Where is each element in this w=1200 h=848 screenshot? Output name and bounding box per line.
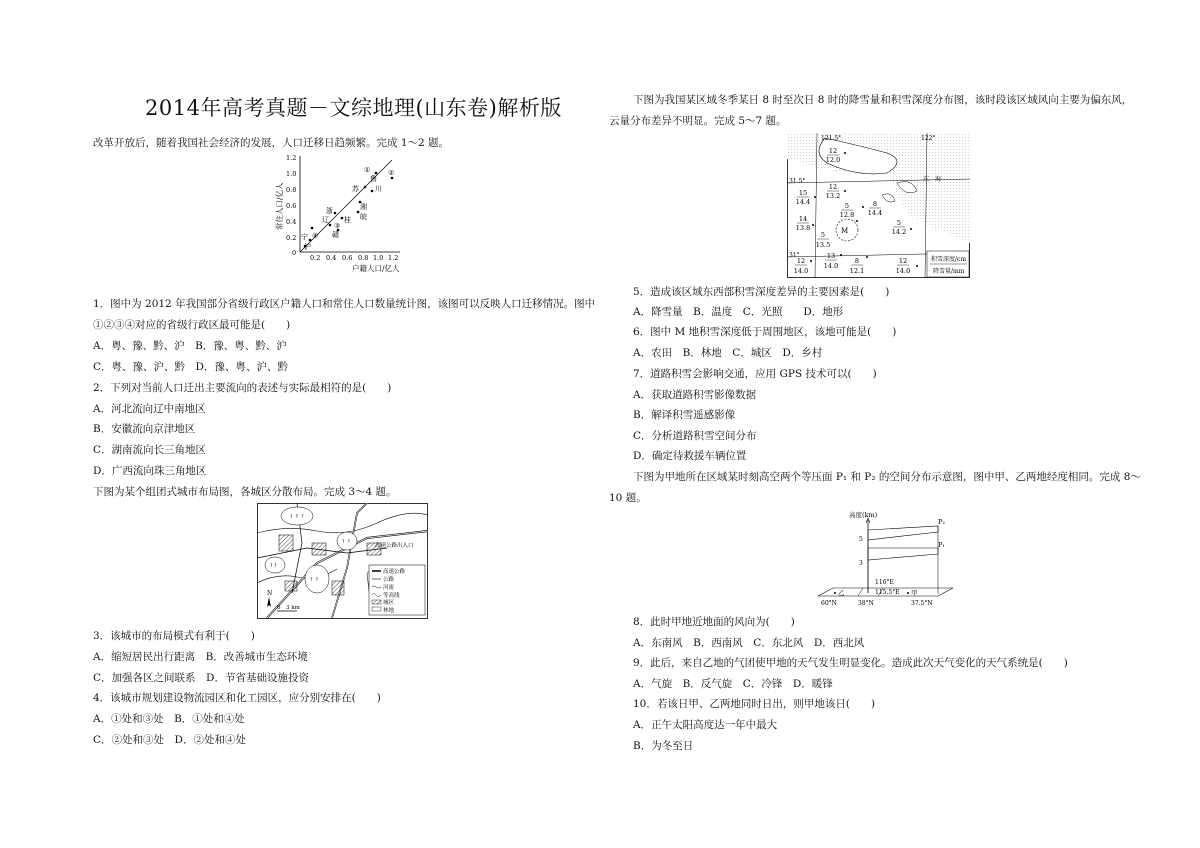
x-axis-label: 户籍人口/亿人 xyxy=(352,264,400,273)
svg-text:14.2: 14.2 xyxy=(891,228,907,236)
point-label: 宁 xyxy=(301,233,308,241)
q5-options: A．降雪量 B．温度 C．光照 D．地形 xyxy=(633,306,844,318)
snow-legend-snowfall: 降雪量/mm xyxy=(933,268,965,275)
q7-option-c: C．分析道路积雪空间分布 xyxy=(633,430,757,442)
q2-stem: 2．下列对当前人口迁出主要流向的表述与实际最相符的是( ) xyxy=(93,382,392,394)
point-label: 赣 xyxy=(332,231,339,239)
svg-text:14.0: 14.0 xyxy=(793,267,809,275)
svg-text:8: 8 xyxy=(854,257,860,265)
svg-text:12: 12 xyxy=(796,257,806,265)
svg-text:14.0: 14.0 xyxy=(823,262,839,270)
legend-district: 城区 xyxy=(383,600,395,606)
y-tick: 0 xyxy=(292,249,297,257)
q7-option-d: D．确定待救援车辆位置 xyxy=(633,450,747,462)
lat-60-label: 60°N xyxy=(821,600,837,607)
svg-text:5: 5 xyxy=(820,231,826,239)
x-tick: 0.4 xyxy=(326,254,337,262)
legend-contour: 等高线 xyxy=(383,593,400,599)
q7-option-a: A．获取道路积雪影像数据 xyxy=(633,389,757,401)
highway-outlet-label: 高速公路出入口 xyxy=(375,543,414,549)
svg-text:14.0: 14.0 xyxy=(895,267,911,275)
point-label: 皖 xyxy=(360,213,367,221)
q1-stem-a: 1．图中为 2012 年我国部分省级行政区户籍人口和常住人口数量统计图，该图可以反映人口迁移情况。图中 xyxy=(93,298,596,310)
x-tick: 0.8 xyxy=(358,254,369,262)
q2-option-d: D．广西流向珠三角地区 xyxy=(93,465,207,477)
q3-options-2: C．加强各区之间联系 D．节省基础设施投资 xyxy=(93,672,309,684)
place-yi: 乙 xyxy=(838,589,845,597)
svg-text:15: 15 xyxy=(798,189,808,197)
q8-options: A．东南风 B．西南风 C．东北风 D．西北风 xyxy=(633,637,865,649)
sea-label-east: 东 海 xyxy=(923,176,942,183)
place-jia: 甲 xyxy=(911,589,918,597)
svg-text:14: 14 xyxy=(798,215,808,223)
lat-38-label: 38°N xyxy=(858,600,874,607)
svg-text:8: 8 xyxy=(872,200,878,208)
page-title: 2014年高考真题－文综地理(山东卷)解析版 xyxy=(145,96,562,120)
point-label: 浙 xyxy=(326,207,333,215)
point-label: 沪 xyxy=(304,243,311,251)
north-label: N xyxy=(267,590,273,597)
y-tick: 1.0 xyxy=(286,170,297,178)
intro-q8-10-b: 10 题。 xyxy=(609,492,647,504)
point-label: 桂 xyxy=(344,216,351,224)
point-label: ① xyxy=(364,166,371,174)
lon-label: 121.5° xyxy=(821,135,842,142)
svg-text:12.8: 12.8 xyxy=(839,211,855,219)
point-label: 川 xyxy=(375,185,382,193)
legend-forest: 林地 xyxy=(383,608,395,614)
q2-option-c: C．湖南流向长三角地区 xyxy=(93,444,207,456)
q1-options-1: A．粤、豫、黔、沪 B．豫、粤、黔、沪 xyxy=(93,340,287,352)
svg-text:12: 12 xyxy=(898,257,908,265)
snow-legend-depth: 积雪深度/cm xyxy=(931,256,967,263)
svg-text:14.4: 14.4 xyxy=(795,198,811,206)
lat-label: 31.5° xyxy=(789,178,806,185)
scale-label: 0 3 km xyxy=(277,605,300,611)
lon-116-label: 116°E xyxy=(875,579,894,586)
q1-stem-b: ①②③④对应的省级行政区最可能是( ) xyxy=(93,319,291,331)
svg-text:12: 12 xyxy=(828,147,838,155)
q7-stem: 7．道路积雪会影响交通，应用 GPS 技术可以( ) xyxy=(633,368,877,380)
q2-option-a: A．河北流向辽中南地区 xyxy=(93,403,206,415)
q9-options: A．气旋 B．反气旋 C．冷锋 D．暖锋 xyxy=(633,678,833,690)
q9-stem: 9．此后，来自乙地的气团使甲地的天气发生明显变化。造成此次天气变化的天气系统是( ) xyxy=(633,657,1068,669)
intro-q5-7-b: 云量分布差异不明显。完成 5～7 题。 xyxy=(609,115,787,127)
svg-text:13.8: 13.8 xyxy=(795,224,811,232)
point-label: 苏 xyxy=(352,185,359,193)
svg-text:12.1: 12.1 xyxy=(849,267,865,275)
y-axis-label: 常住人口/亿人 xyxy=(275,182,284,230)
intro-q5-7-a: 下图为我国某区域冬季某日 8 时至次日 8 时的降雪量和积雪深度分布图，该时段该区域风向主要为偏东风， xyxy=(633,94,1133,106)
q10-option-b: B．为冬至日 xyxy=(633,740,694,752)
lon-115-label: 115.5°E xyxy=(875,589,900,596)
legend-highway: 高速公路 xyxy=(383,569,406,575)
point-label: 湘 xyxy=(360,203,367,211)
point-label: 辽 xyxy=(322,216,329,224)
q4-stem: 4．该城市规划建设物流园区和化工园区，应分别安排在( ) xyxy=(93,692,381,704)
q7-option-b: B．解译积雪遥感影像 xyxy=(633,409,736,421)
svg-text:13.5: 13.5 xyxy=(815,241,831,249)
svg-text:12: 12 xyxy=(828,183,838,191)
height-tick-5: 5 xyxy=(859,536,863,543)
svg-text:↑ ↑: ↑ ↑ xyxy=(341,539,351,545)
y-tick: 0.8 xyxy=(286,186,297,194)
svg-text:↑↑: ↑↑ xyxy=(269,563,278,569)
q8-stem: 8．此时甲地近地面的风向为( ) xyxy=(633,616,795,628)
legend-river: 河流 xyxy=(383,585,395,591)
q6-options: A．农田 B．林地 C．城区 D．乡村 xyxy=(633,347,823,359)
svg-text:12.0: 12.0 xyxy=(825,156,841,164)
height-tick-3: 3 xyxy=(859,560,863,567)
m-label: M xyxy=(841,227,849,235)
legend-road: 公路 xyxy=(383,577,395,583)
q5-stem: 5．造成该区域东西部积雪深度差异的主要因素是( ) xyxy=(633,286,890,298)
q4-options-1: A．①处和③处 B．①处和④处 xyxy=(93,713,245,725)
pressure-surface-diagram xyxy=(813,508,955,610)
intro-q1-2: 改革开放后，随着我国社会经济的发展，人口迁移日趋频繁。完成 1～2 题。 xyxy=(93,137,450,149)
y-tick: 1.2 xyxy=(286,154,297,162)
svg-text:13: 13 xyxy=(826,252,836,260)
city-layout-map xyxy=(257,503,428,619)
svg-text:↑ ↑: ↑ ↑ xyxy=(309,577,319,583)
x-tick: 1.0 xyxy=(373,254,384,262)
point-label: ② xyxy=(388,169,395,177)
point-label: ③ xyxy=(334,222,341,230)
svg-text:5: 5 xyxy=(896,219,902,227)
q4-options-2: C．②处和③处 D．②处和④处 xyxy=(93,734,246,746)
intro-q8-10-a: 下图为甲地所在区域某时刻高空两个等压面 P₁ 和 P₂ 的空间分布示意图，图中甲、乙两地经度相同。完成 8～ xyxy=(633,471,1141,483)
height-axis-label: 高度(km) xyxy=(849,511,878,519)
q10-option-a: A．正午太阳高度达一年中最大 xyxy=(633,719,778,731)
p1-label: P₁ xyxy=(938,541,945,549)
q6-stem: 6．图中 M 地积雪深度低于周围地区，该地可能是( ) xyxy=(633,326,897,338)
p2-label: P₂ xyxy=(938,518,945,526)
y-tick: 0.4 xyxy=(286,218,297,226)
q3-stem: 3．该城市的布局模式有利于( ) xyxy=(93,630,255,642)
point-label: ④ xyxy=(312,232,319,240)
intro-q3-4: 下图为某个组团式城市布局图，各城区分散布局。完成 3～4 题。 xyxy=(93,486,397,498)
y-tick: 0.6 xyxy=(286,202,297,210)
lat-label: 31° xyxy=(789,252,800,259)
svg-text:↑ ↑ ↑: ↑ ↑ ↑ xyxy=(289,514,305,520)
lat-37-label: 37.5°N xyxy=(911,600,933,607)
q2-option-b: B．安徽流向京津地区 xyxy=(93,423,196,435)
svg-text:14.4: 14.4 xyxy=(867,209,883,217)
snow-distribution-map xyxy=(787,133,970,278)
x-tick: 1.2 xyxy=(388,254,399,262)
x-tick: 0.6 xyxy=(342,254,353,262)
svg-text:5: 5 xyxy=(844,202,850,210)
q3-options-1: A．缩短居民出行距离 B．改善城市生态环境 xyxy=(93,651,308,663)
population-scatter-chart xyxy=(272,150,412,275)
point-label: 鲁 xyxy=(370,175,377,183)
y-tick: 0.2 xyxy=(286,234,297,242)
lon-label: 122° xyxy=(921,135,936,142)
q1-options-2: C．粤、豫、沪、黔 D．豫、粤、沪、黔 xyxy=(93,361,288,373)
x-tick: 0.2 xyxy=(310,254,321,262)
svg-text:13.2: 13.2 xyxy=(825,192,841,200)
q10-stem: 10．若该日甲、乙两地同时日出，则甲地该日( ) xyxy=(633,698,876,710)
